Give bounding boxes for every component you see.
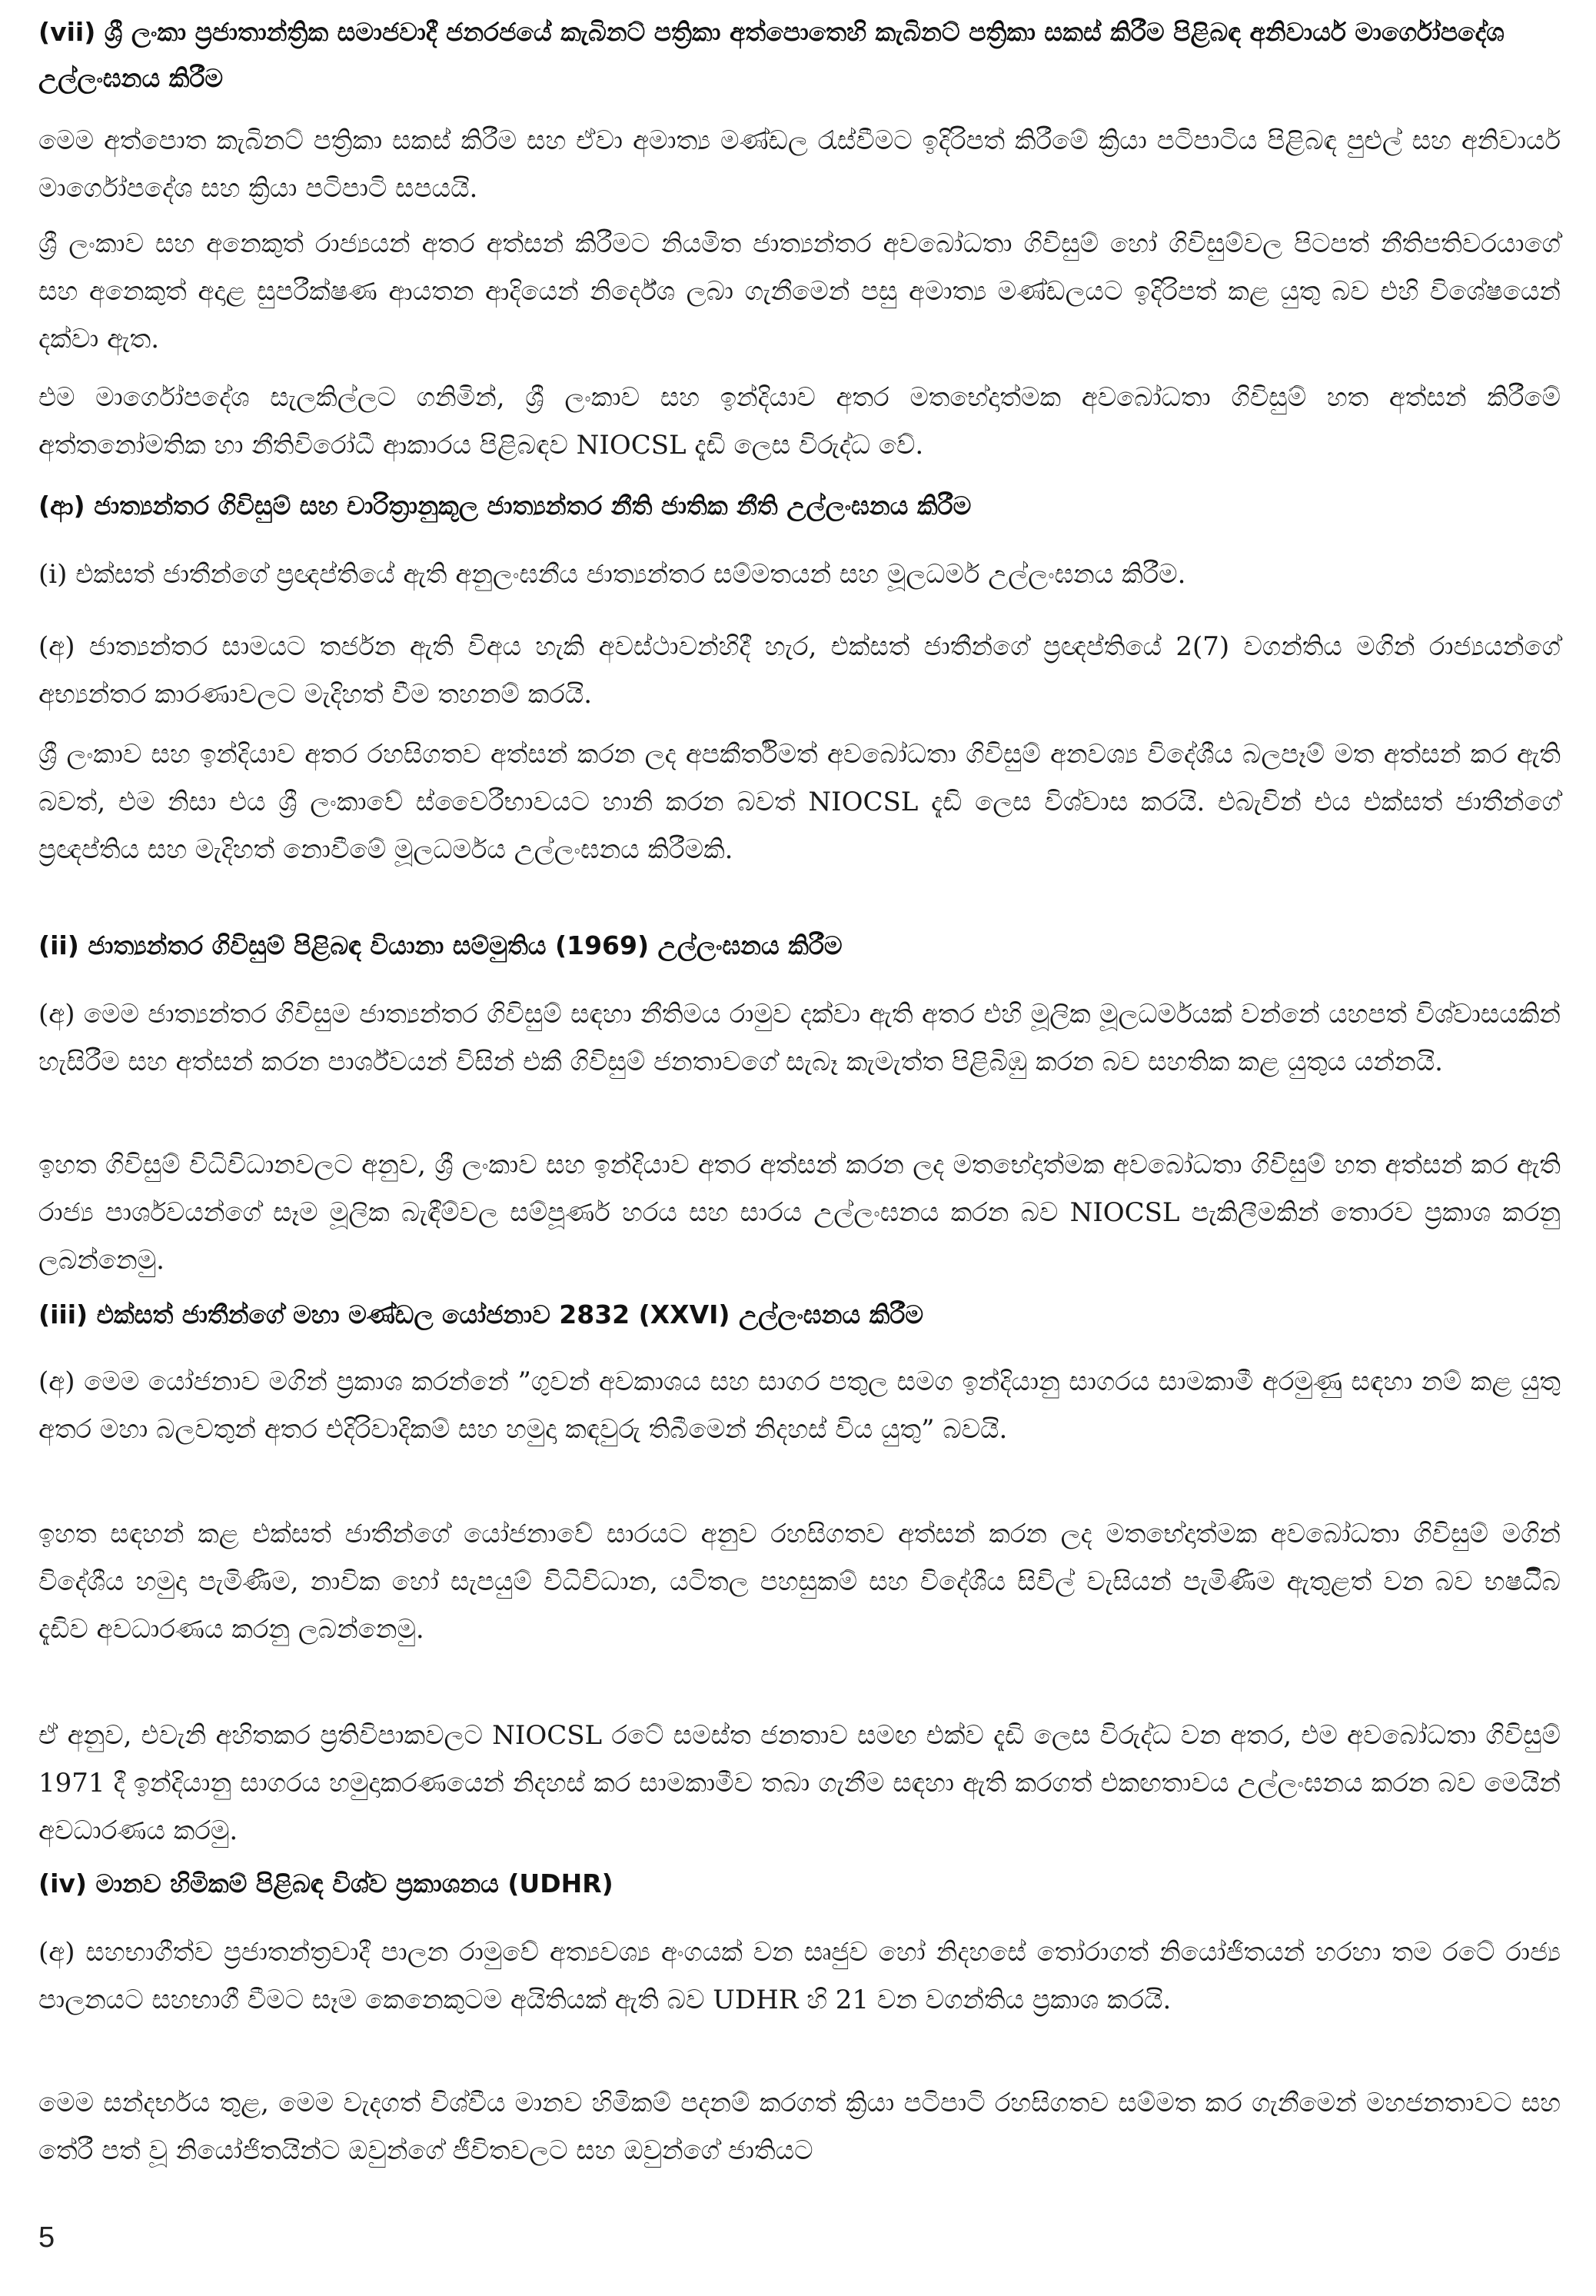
paragraph-udhr-context: මෙම සන්දර්භය තුළ, මෙම වැදගත් විශ්වීය මානව හිමිකම් පදනම් කරගත් ක්‍රියා පටිපාටි රහසිගතව සම්මත කර ගැනීමෙන් මහජනතාවට සහ තේරී පත් වූ නියෝජිතයින්ට ඔවුන්ගේ ජීවිතවලට සහ ඔවුන්ගේ ජාතියට	[38, 2088, 1561, 2166]
section-heading-iv: (iv) මානව හිමිකම් පිළිබඳ විශ්ව ප්‍රකාශනය (UDHR)	[38, 1868, 613, 1898]
page-number: 5	[38, 2221, 55, 2254]
paragraph-un-charter-violation: (i) එක්සත් ජාතීන්ගේ ප්‍රඥප්තියේ ඇති අනුලංඝනීය ජාත්‍යන්තර සම්මතයන් සහ මූලධර්ම උල්ලංඝනය කිරීම.	[38, 559, 1186, 590]
section-heading-ii: (ii) ජාත්‍යන්තර ගිවිසුම් පිළිබඳ වියානා සම්මුතිය (1969) උල්ලංඝනය කිරීම	[38, 930, 843, 960]
paragraph-resolution-2832: (අ) මෙම යෝජනාව මගින් ප්‍රකාශ කරන්නේ ”ගුවන් අවකාශය සහ සාගර පතුල සමග ඉන්දියානු සාගරය සාමකාමී අරමුණු සඳහා නම් කළ යුතු අතර මහා බලවතුන් අතර එදිරිවාදිකම් සහ හමුදා කඳවුරු තිබීමෙන් නිදහස් විය යුතු” බවයි.	[38, 1366, 1561, 1445]
section-heading-aa: (ආ) ජාත්‍යන්තර ගිවිසුම් සහ චාරිත්‍රානුකූල ජාත්‍යන්තර නීති ජාතික නීති උල්ලංඝනය කිරීම	[38, 491, 972, 521]
paragraph-sovereignty-concern: ශ්‍රී ලංකාව සහ ඉන්දියාව අතර රහසිගතව අත්සන් කරන ලද අපකීර්තිමත් අවබෝධතා ගිවිසුම් අනවශ්‍ය විදේශීය බලපෑම් මත අත්සන් කර ඇති බවත්, එම නිසා එය ශ්‍රී ලංකාවේ ස්වෛරීභාවයට හානි කරන බවත් NIOCSL දැඩි ලෙස විශ්වාස කරයි. එබැවින් එය එක්සත් ජාතීන්ගේ ප්‍රඥප්තිය සහ මැදිහත් නොවීමේ මූලධර්මය උල්ලංඝනය කිරීමකි.	[38, 739, 1561, 865]
paragraph-handbook-guidelines: මෙම අත්පොත කැබිනට් පත්‍රිකා සකස් කිරීම සහ ඒවා අමාත්‍ය මණ්ඩල රැස්වීමට ඉදිරිපත් කිරීමේ ක්‍රියා පටිපාටිය පිළිබඳ පුළුල් සහ අනිවාර්ය මාර්ගෝපදේශ සහ ක්‍රියා පටිපාටි සපයයි.	[38, 125, 1561, 204]
paragraph-military-presence: ඉහත සඳහන් කළ එක්සත් ජාතීන්ගේ යෝජනාවේ සාරයට අනුව රහසිගතව අත්සන් කරන ලද මතභේදාත්මක අවබෝධතා ගිවිසුම් මගින් විදේශීය හමුදා පැමිණීම, නාවික හෝ සැපයුම් විධිවිධාන, යටිතල පහසුකම් සහ විදේශීය සිවිල් වැසියන් පැමිණීම ඇතුළත් වන බව භෂධිිබ දැඩිව අවධාරණය කරනු ලබන්නෙමු.	[38, 1519, 1561, 1645]
paragraph-article-2-7: (අ) ජාත්‍යන්තර සාමයට තර්ජන ඇති විඅය හැකි අවස්ථාවන්හිදී හැර, එක්සත් ජාතීන්ගේ ප්‍රඥප්තියේ 2(7) වගන්තිය මගින් රාජ්‍යයන්ගේ අභ්‍යන්තර කාරණාවලට මැදිහත් වීම තහනම් කරයි.	[38, 631, 1561, 710]
paragraph-udhr-article-21: (අ) සහභාගීත්ව ප්‍රජාතන්ත්‍රවාදී පාලන රාමුවේ අත්‍යවශ්‍ය අංගයක් වන සෘජුව හෝ නිදහසේ තෝරාගත් නියෝජිතයන් හරහා තම රටේ රාජ්‍ය පාලනයට සහභාගී වීමට සෑම කෙනෙකුටම අයිතියක් ඇති බව UDHR හි 21 වන වගන්තිය ප්‍රකාශ කරයි.	[38, 1937, 1561, 2015]
paragraph-attorney-general-approval: ශ්‍රී ලංකාව සහ අනෙකුත් රාජ්‍යයන් අතර අත්සන් කිරීමට නියමිත ජාත්‍යන්තර අවබෝධතා ගිවිසුම් හෝ ගිවිසුම්වල පිටපත් නීතිපතිවරයාගේ සහ අනෙකුත් අදාළ සුපරීක්ෂණ ආයතන ආදියෙන් නිර්දේශ ලබා ගැනීමෙන් පසු අමාත්‍ය මණ්ඩලයට ඉදිරිපත් කළ යුතු බව එහි විශේෂයෙන් දක්වා ඇත.	[38, 228, 1561, 354]
paragraph-niocsl-objection: එම මාර්ගෝපදේශ සැලකිල්ලට ගනිමින්, ශ්‍රී ලංකාව සහ ඉන්දියාව අතර මතභේදාත්මක අවබෝධතා ගිවිසුම් හත අත්සන් කිරීමේ අත්තනෝමතික හා නීතිවිරෝධී ආකාරය පිළිබඳව NIOCSL දැඩි ලෙස විරුද්ධ වේ.	[38, 382, 1561, 461]
section-heading-vii: (vii) ශ්‍රී ලංකා ප්‍රජාතාන්ත්‍රික සමාජවාදී ජනරජයේ කැබිනට් පත්‍රිකා අත්පොතෙහි කැබිනට් පත්‍රිකා සකස් කිරීම පිළිබඳ අනිවාර්ය මාර්ගෝපදේශ උල්ලංඝනය කිරීම	[38, 17, 1505, 93]
paragraph-vienna-violation: ඉහත ගිවිසුම් විධිවිධානවලට අනුව, ශ්‍රී ලංකාව සහ ඉන්දියාව අතර අත්සන් කරන ලද මතභේදාත්මක අවබෝධතා ගිවිසුම් හත අත්සන් කර ඇති රාජ්‍ය පාර්ශවයන්ගේ සෑම මූලික බැඳීම්වල සම්පූර්ණ හරය සහ සාරය උල්ලංඝනය කරන බව NIOCSL පැකිලීමකින් තොරව ප්‍රකාශ කරනු ලබන්නෙමු.	[38, 1150, 1561, 1276]
paragraph-vienna-convention: (අ) මෙම ජාත්‍යන්තර ගිවිසුම ජාත්‍යන්තර ගිවිසුම් සඳහා නීතිමය රාමුව දක්වා ඇති අතර එහි මූලික මූලධර්මයක් වන්නේ යහපත් විශ්වාසයකින් හැසිරීම සහ අත්සන් කරන පාර්ශ්වයන් විසින් එකී ගිවිසුම් ජනතාවගේ සැබෑ කැමැත්ත පිළිබිඹු කරන බව සහතික කළ යුතුය යන්නයි.	[38, 999, 1561, 1077]
document-page	[38, 0, 1561, 2296]
section-heading-iii: (iii) එක්සත් ජාතීන්ගේ මහා මණ්ඩල යෝජනාව 2832 (XXVI) උල්ලංඝනය කිරීම	[38, 1299, 924, 1329]
paragraph-1971-agreement: ඒ අනුව, එවැනි අහිතකර ප්‍රතිවිපාකවලට NIOCSL රටේ සමස්ත ජනතාව සමඟ එක්ව දැඩි ලෙස විරුද්ධ වන අතර, එම අවබෝධතා ගිවිසුම් 1971 දී ඉන්දියානු සාගරය හමුදාකරණයෙන් නිදහස් කර සාමකාමීව තබා ගැනීම සඳහා ඇති කරගත් එකඟතාවය උල්ලංඝනය කරන බව මෙයින් අවධාරණය කරමු.	[38, 1720, 1561, 1846]
